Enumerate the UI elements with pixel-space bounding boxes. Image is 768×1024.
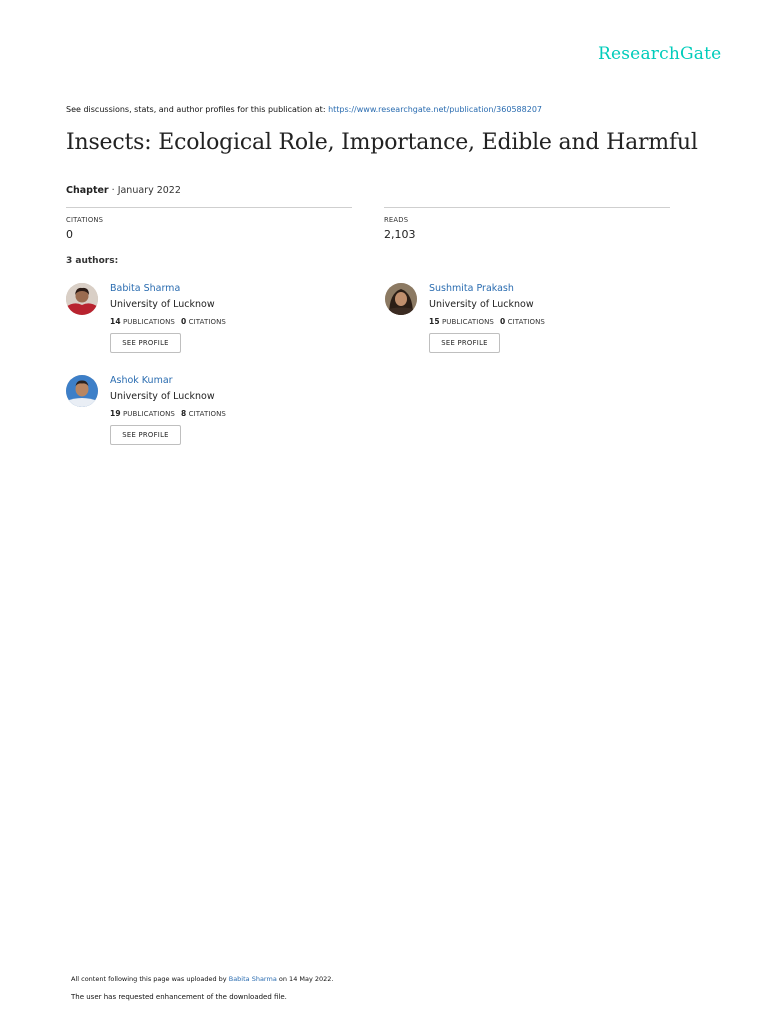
avatar-photo-icon [66, 283, 98, 315]
citations-count: 8 [180, 409, 187, 418]
citations-count: 0 [499, 317, 506, 326]
author-name-link[interactable]: Babita Sharma [110, 283, 181, 294]
see-profile-button[interactable]: SEE PROFILE [110, 333, 181, 353]
upload-prefix: All content following this page was uploaded by [71, 975, 227, 983]
author-affiliation: University of Lucknow [429, 299, 534, 310]
see-profile-button[interactable]: SEE PROFILE [429, 333, 500, 353]
author-stats [110, 409, 226, 418]
upload-note [71, 975, 334, 983]
citations-label: CITATIONS [188, 318, 226, 326]
author-stats [110, 317, 226, 326]
publications-count: 15 [429, 317, 440, 326]
publication-meta [66, 185, 181, 196]
avatar-photo-icon [66, 375, 98, 407]
citations-label: CITATIONS [188, 410, 226, 418]
publications-label: PUBLICATIONS [122, 318, 175, 326]
publication-date: January 2022 [117, 185, 181, 196]
meta-separator: · [108, 185, 118, 196]
publications-label: PUBLICATIONS [441, 318, 494, 326]
author-affiliation: University of Lucknow [110, 299, 215, 310]
author-card-sushmita-prakash [385, 283, 685, 363]
authors-heading: 3 authors: [66, 256, 119, 266]
discussion-prefix: See discussions, stats, and author profiles for this publication at: [66, 105, 326, 114]
citations-count: 0 [180, 317, 187, 326]
researchgate-logo[interactable]: ResearchGate [598, 44, 722, 64]
publications-count: 14 [110, 317, 121, 326]
publication-url-link[interactable]: https://www.researchgate.net/publication/360588207 [328, 105, 542, 114]
upload-suffix: on 14 May 2022. [278, 975, 334, 983]
reads-value: 2,103 [384, 228, 416, 241]
publication-title: Insects: Ecological Role, Importance, Edible and Harmful [66, 130, 698, 155]
citations-value: 0 [66, 228, 73, 241]
avatar[interactable] [385, 283, 417, 315]
citations-label: CITATIONS [507, 318, 545, 326]
publications-count: 19 [110, 409, 121, 418]
author-stats [429, 317, 545, 326]
see-profile-button[interactable]: SEE PROFILE [110, 425, 181, 445]
author-affiliation: University of Lucknow [110, 391, 215, 402]
publications-label: PUBLICATIONS [122, 410, 175, 418]
avatar[interactable] [66, 375, 98, 407]
publication-type: Chapter [66, 185, 109, 196]
avatar-photo-icon [385, 283, 417, 315]
author-card-babita-sharma [66, 283, 366, 363]
author-name-link[interactable]: Ashok Kumar [110, 375, 173, 386]
citations-divider [66, 207, 352, 208]
author-name-link[interactable]: Sushmita Prakash [429, 283, 514, 294]
enhancement-note: The user has requested enhancement of the downloaded file. [71, 993, 287, 1001]
uploader-link[interactable]: Babita Sharma [228, 975, 277, 983]
citations-label: CITATIONS [66, 216, 104, 224]
reads-divider [384, 207, 670, 208]
author-card-ashok-kumar [66, 375, 366, 455]
discussion-line [66, 105, 542, 114]
avatar[interactable] [66, 283, 98, 315]
reads-label: READS [384, 216, 409, 224]
